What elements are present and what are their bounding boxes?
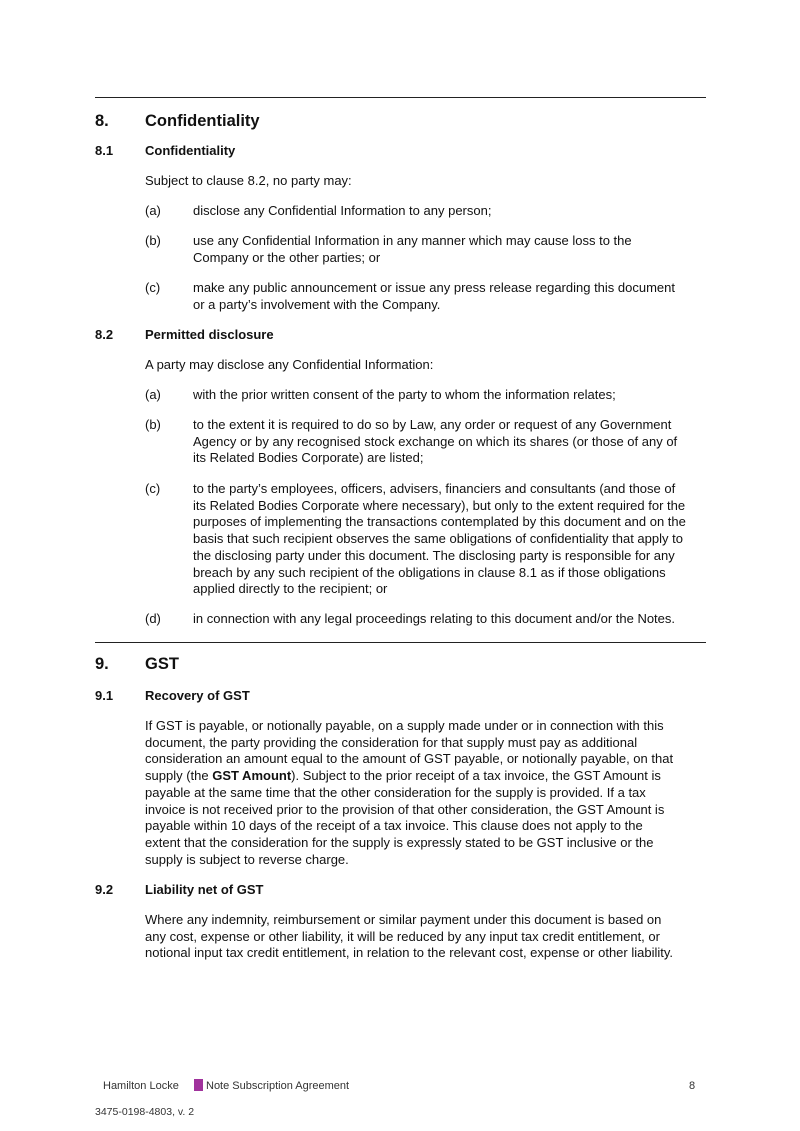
accent-swatch — [194, 1079, 203, 1091]
clause-number: 9.2 — [95, 882, 114, 897]
footer-doc-title: Note Subscription Agreement — [206, 1080, 350, 1092]
item-label: (c) — [145, 481, 161, 496]
text-line: applied directly to the recipient; or — [193, 581, 388, 597]
footer-firm: Hamilton Locke — [103, 1080, 179, 1092]
text-line: Where any indemnity, reimbursement or similar payment under this document is based on — [145, 912, 662, 927]
footer-doc-title-wrap — [194, 1078, 349, 1095]
item-label: (a) — [145, 387, 161, 402]
text-line: use any Confidential Information in any manner which may cause loss to the — [193, 233, 632, 248]
text-line: the disclosing party under this document. The disclosing party is responsible for any — [193, 547, 675, 563]
text-line: purposes of implementing the transactions contemplated by this document and on the — [193, 514, 686, 530]
section-number: 9. — [95, 655, 109, 673]
text-segment: ). Subject to the prior receipt of a tax invoice, the GST Amount is — [291, 768, 661, 784]
document-id: 3475-0198-4803, v. 2 — [95, 1106, 195, 1118]
section-title: Confidentiality — [145, 112, 260, 130]
item-text — [193, 387, 616, 404]
clause-title: Liability net of GST — [145, 882, 264, 897]
text-line: consideration an amount equal to the amount of GST payable, or notionally payable, on that — [145, 751, 674, 767]
clause-number: 8.1 — [95, 143, 114, 158]
text-line: invoice is not received prior to the provision of that other consideration, the GST Amount is — [145, 801, 665, 817]
item-label: (c) — [145, 280, 161, 295]
section-divider — [95, 97, 706, 98]
text-segment: supply (the — [145, 768, 213, 784]
defined-term: GST Amount — [212, 768, 292, 784]
text-line: payable at the same time that the other consideration for the supply is provided. If a tax — [145, 784, 646, 800]
text-line: disclose any Confidential Information to any person; — [193, 203, 492, 218]
section-divider — [95, 642, 706, 643]
text-line: its Related Bodies Corporate) are listed; — [193, 450, 424, 466]
item-text — [193, 280, 675, 313]
clause-intro: A party may disclose any Confidential Information: — [145, 357, 434, 372]
section-number: 8. — [95, 112, 109, 130]
text-line: its Related Bodies Corporate where necessary), but only to the extent required for the — [193, 497, 686, 513]
clause-paragraph — [145, 718, 673, 868]
text-line: breach by any such recipient of the obligations in clause 8.1 as if those obligations — [193, 564, 666, 580]
item-text — [193, 481, 686, 598]
item-text — [193, 611, 675, 628]
clause-number: 9.1 — [95, 688, 114, 703]
text-line: If GST is payable, or notionally payable, on a supply made under or in connection with this — [145, 718, 664, 733]
text-line: with the prior written consent of the party to whom the information relates; — [193, 387, 616, 402]
item-text — [193, 233, 632, 266]
text-line: extent that the consideration for the supply is expressly stated to be GST inclusive or the — [145, 834, 654, 850]
text-line: or a party’s involvement with the Company. — [193, 296, 441, 312]
item-label: (b) — [145, 417, 161, 432]
item-text — [193, 417, 677, 467]
text-line: Company or the other parties; or — [193, 249, 381, 265]
clause-intro: Subject to clause 8.2, no party may: — [145, 173, 352, 188]
item-label: (b) — [145, 233, 161, 248]
clause-title: Confidentiality — [145, 143, 236, 158]
text-line — [145, 768, 673, 785]
text-line: any cost, expense or other liability, it will be reduced by any input tax credit entitlement, or — [145, 928, 660, 944]
text-line: supply is subject to reverse charge. — [145, 851, 349, 867]
text-line: to the extent it is required to do so by Law, any order or request of any Government — [193, 417, 672, 432]
clause-title: Permitted disclosure — [145, 327, 274, 342]
item-label: (d) — [145, 611, 161, 626]
section-title: GST — [145, 655, 179, 673]
item-label: (a) — [145, 203, 161, 218]
text-line: Agency or by any recognised stock exchange on which its shares (or those of any of — [193, 433, 678, 449]
text-line: make any public announcement or issue any press release regarding this document — [193, 280, 675, 295]
text-line: to the party’s employees, officers, advisers, financiers and consultants (and those of — [193, 481, 676, 496]
text-line: notional input tax credit entitlement, in relation to the relevant cost, expense or other liability. — [145, 945, 673, 961]
text-line: document, the party providing the consideration for that supply must pay as additional — [145, 734, 638, 750]
text-line: basis that such recipient observes the same obligations of confidentiality that apply to — [193, 531, 683, 547]
text-line: payable within 10 days of the receipt of a tax invoice. This clause does not apply to the — [145, 818, 643, 834]
item-text — [193, 203, 491, 220]
clause-number: 8.2 — [95, 327, 114, 342]
text-line: in connection with any legal proceedings relating to this document and/or the Notes. — [193, 611, 676, 626]
clause-paragraph — [145, 912, 673, 962]
clause-title: Recovery of GST — [145, 688, 250, 703]
page-number: 8 — [689, 1080, 696, 1092]
